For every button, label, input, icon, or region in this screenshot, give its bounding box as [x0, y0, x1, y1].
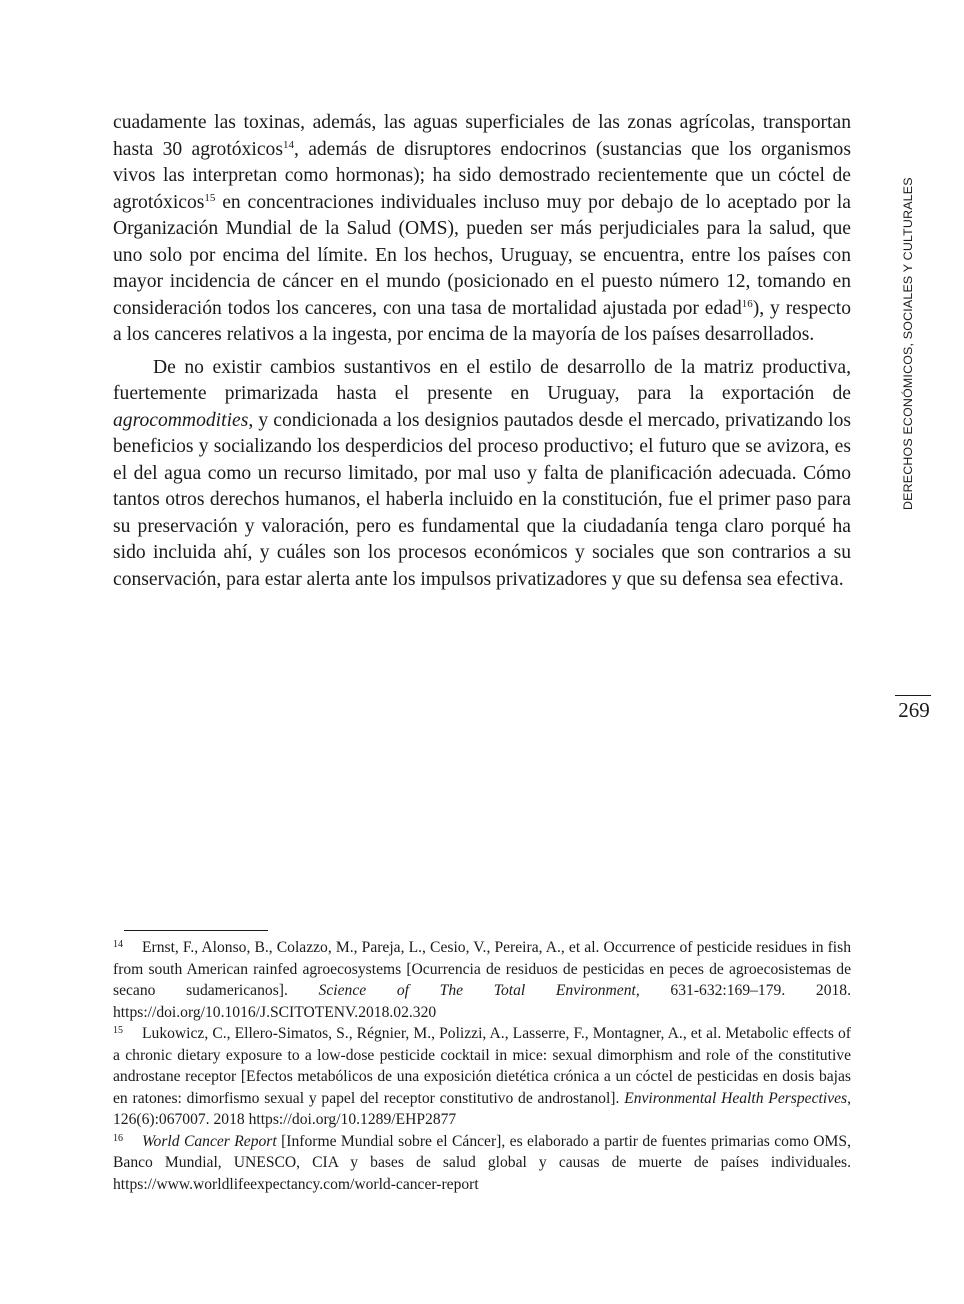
italic-term: agrocommodities [113, 409, 249, 431]
paragraph [113, 110, 851, 349]
footnote-ref[interactable]: 15 [204, 191, 216, 204]
footnote-text: , 126(6):067007. 2018 https://doi.org/10.1289/EHP2877 [113, 1089, 851, 1128]
paragraph-text: ), y respecto a los canceres relativos a la ingesta, por encima de la mayoría de los países desarrollados. [113, 297, 851, 345]
footnote-text: , 631-632:169–179. 2018. https://doi.org/10.1016/J.SCITOTENV.2018.02.320 [113, 982, 851, 1021]
footnote-ref[interactable]: 14 [282, 138, 294, 151]
footnote-separator [124, 930, 268, 931]
footnote: 14 Ernst, F., Alonso, B., Colazzo, M., Pareja, L., Cesio, V., Pereira, A., et al. Occurrence of pesticide residues in fish from south American rainfed agroecosystems [Ocurrencia de residuos de pesticidas en peces de agroecosistemas de secano sudamericanos]. Science of The Total Environment, 631-632:169–179. 2018. https://doi.org/10.1016/J.SCITOTENV.2018.02.320 [113, 939, 851, 1021]
footnote-source-title: Environmental Health Perspectives [624, 1089, 848, 1107]
paragraph-text: , y condicionada a los designios pautados desde el mercado, privatizando los beneficios y socializando los desperdicios del proceso productivo; el futuro que se avizora, es el del agua como un recurso limitado, por mal uso y falta de planificación adecuada. Cómo tantos otros derechos humanos, el haberla incluido en la constitución, fue el primer paso para su preservación y valoración, pero es fundamental que la ciudadanía tenga claro porqué ha sido incluida ahí, y cuáles son los procesos económicos y sociales que son contrarios a su conservación, para estar alerta ante los impulsos privatizadores y que su defensa sea efectiva. [113, 409, 851, 590]
footnotes [113, 937, 851, 1195]
footnote: 15 Lukowicz, C., Ellero-Simatos, S., Régnier, M., Polizzi, A., Lasserre, F., Montagner, A., et al. Metabolic effects of a chronic dietary exposure to a low-dose pesticide cocktail in mice: sexual dimorphism and role of the constitutive androstane receptor [Efectos metabólicos de una exposición dietética crónica a un cóctel de pesticidas en dosis bajas en ratones: dimorfismo sexual y papel del receptor constitutivo de androstanol]. Environmental Health Perspectives, 126(6):067007. 2018 https://doi.org/10.1289/EHP2877 [113, 1025, 851, 1128]
paragraph-text: en concentraciones individuales incluso muy por debajo de lo aceptado por la Organización Mundial de la Salud (OMS), pueden ser más perjudiciales para la salud, que uno solo por encima del límite. En los hechos, Uruguay, se encuentra, entre los países con mayor incidencia de cáncer en el mundo (posicionado en el puesto número 12, tomando en consideración todos los canceres, con una tasa de mortalidad ajustada por edad [113, 191, 851, 319]
paragraph-text: cuadamente las toxinas, además, las aguas superficiales de las zonas agrícolas, transportan hasta 30 agrotóxicos [113, 112, 851, 160]
paragraph-text: , además de disruptores endocrinos (sustancias que los organismos vivos las interpretan como hormonas); ha sido demostrado recientemente que un cóctel de agrotóxicos [113, 138, 851, 213]
footnote-text: Lukowicz, C., Ellero-Simatos, S., Régnier, M., Polizzi, A., Lasserre, F., Montagner, A., et al. Metabolic effects of a chronic dietary exposure to a low-dose pesticide cocktail in mice: sexual dimorphism and role of the constitutive androstane receptor [Efectos metabólicos de una exposición dietética crónica a un cóctel de pesticidas en dosis bajas en ratones: dimorfismo sexual y papel del receptor constitutivo de androstanol]. [113, 1025, 851, 1107]
page-number-rule [895, 695, 931, 696]
footnote-text: Ernst, F., Alonso, B., Colazzo, M., Pareja, L., Cesio, V., Pereira, A., et al. Occurrence of pesticide residues in fish from south American rainfed agroecosystems [Ocurrencia de residuos de pesticidas en peces de agroecosistemas de secano sudamericanos]. [113, 939, 851, 999]
footnote-text: [Informe Mundial sobre el Cáncer], es elaborado a partir de fuentes primarias como OMS, Banco Mundial, UNESCO, CIA y bases de salud global y causas de muerte de países individuales. https://www.worldlifeexpectancy.com/world-cancer-report [113, 1132, 851, 1193]
footnote: 16 World Cancer Report [Informe Mundial sobre el Cáncer], es elaborado a partir de fuentes primarias como OMS, Banco Mundial, UNESCO, CIA y bases de salud global y causas de muerte de países individuales. https://www.worldlifeexpectancy.com/world-cancer-report [113, 1132, 851, 1193]
footnote-source-title: World Cancer Report [142, 1132, 277, 1150]
footnote-source-title: Science of The Total Environment [318, 982, 636, 999]
main-text [113, 110, 851, 593]
paragraph-text: De no existir cambios sustantivos en el estilo de desarrollo de la matriz productiva, fuertemente primarizada hasta el presente en Uruguay, para la exportación de [113, 356, 851, 404]
running-section-title: DERECHOS ECONÓMICOS, SOCIALES Y CULTURALES [901, 177, 915, 510]
paragraph [113, 355, 851, 594]
page-number: 269 [898, 698, 930, 722]
footnote-ref[interactable]: 16 [741, 297, 753, 310]
